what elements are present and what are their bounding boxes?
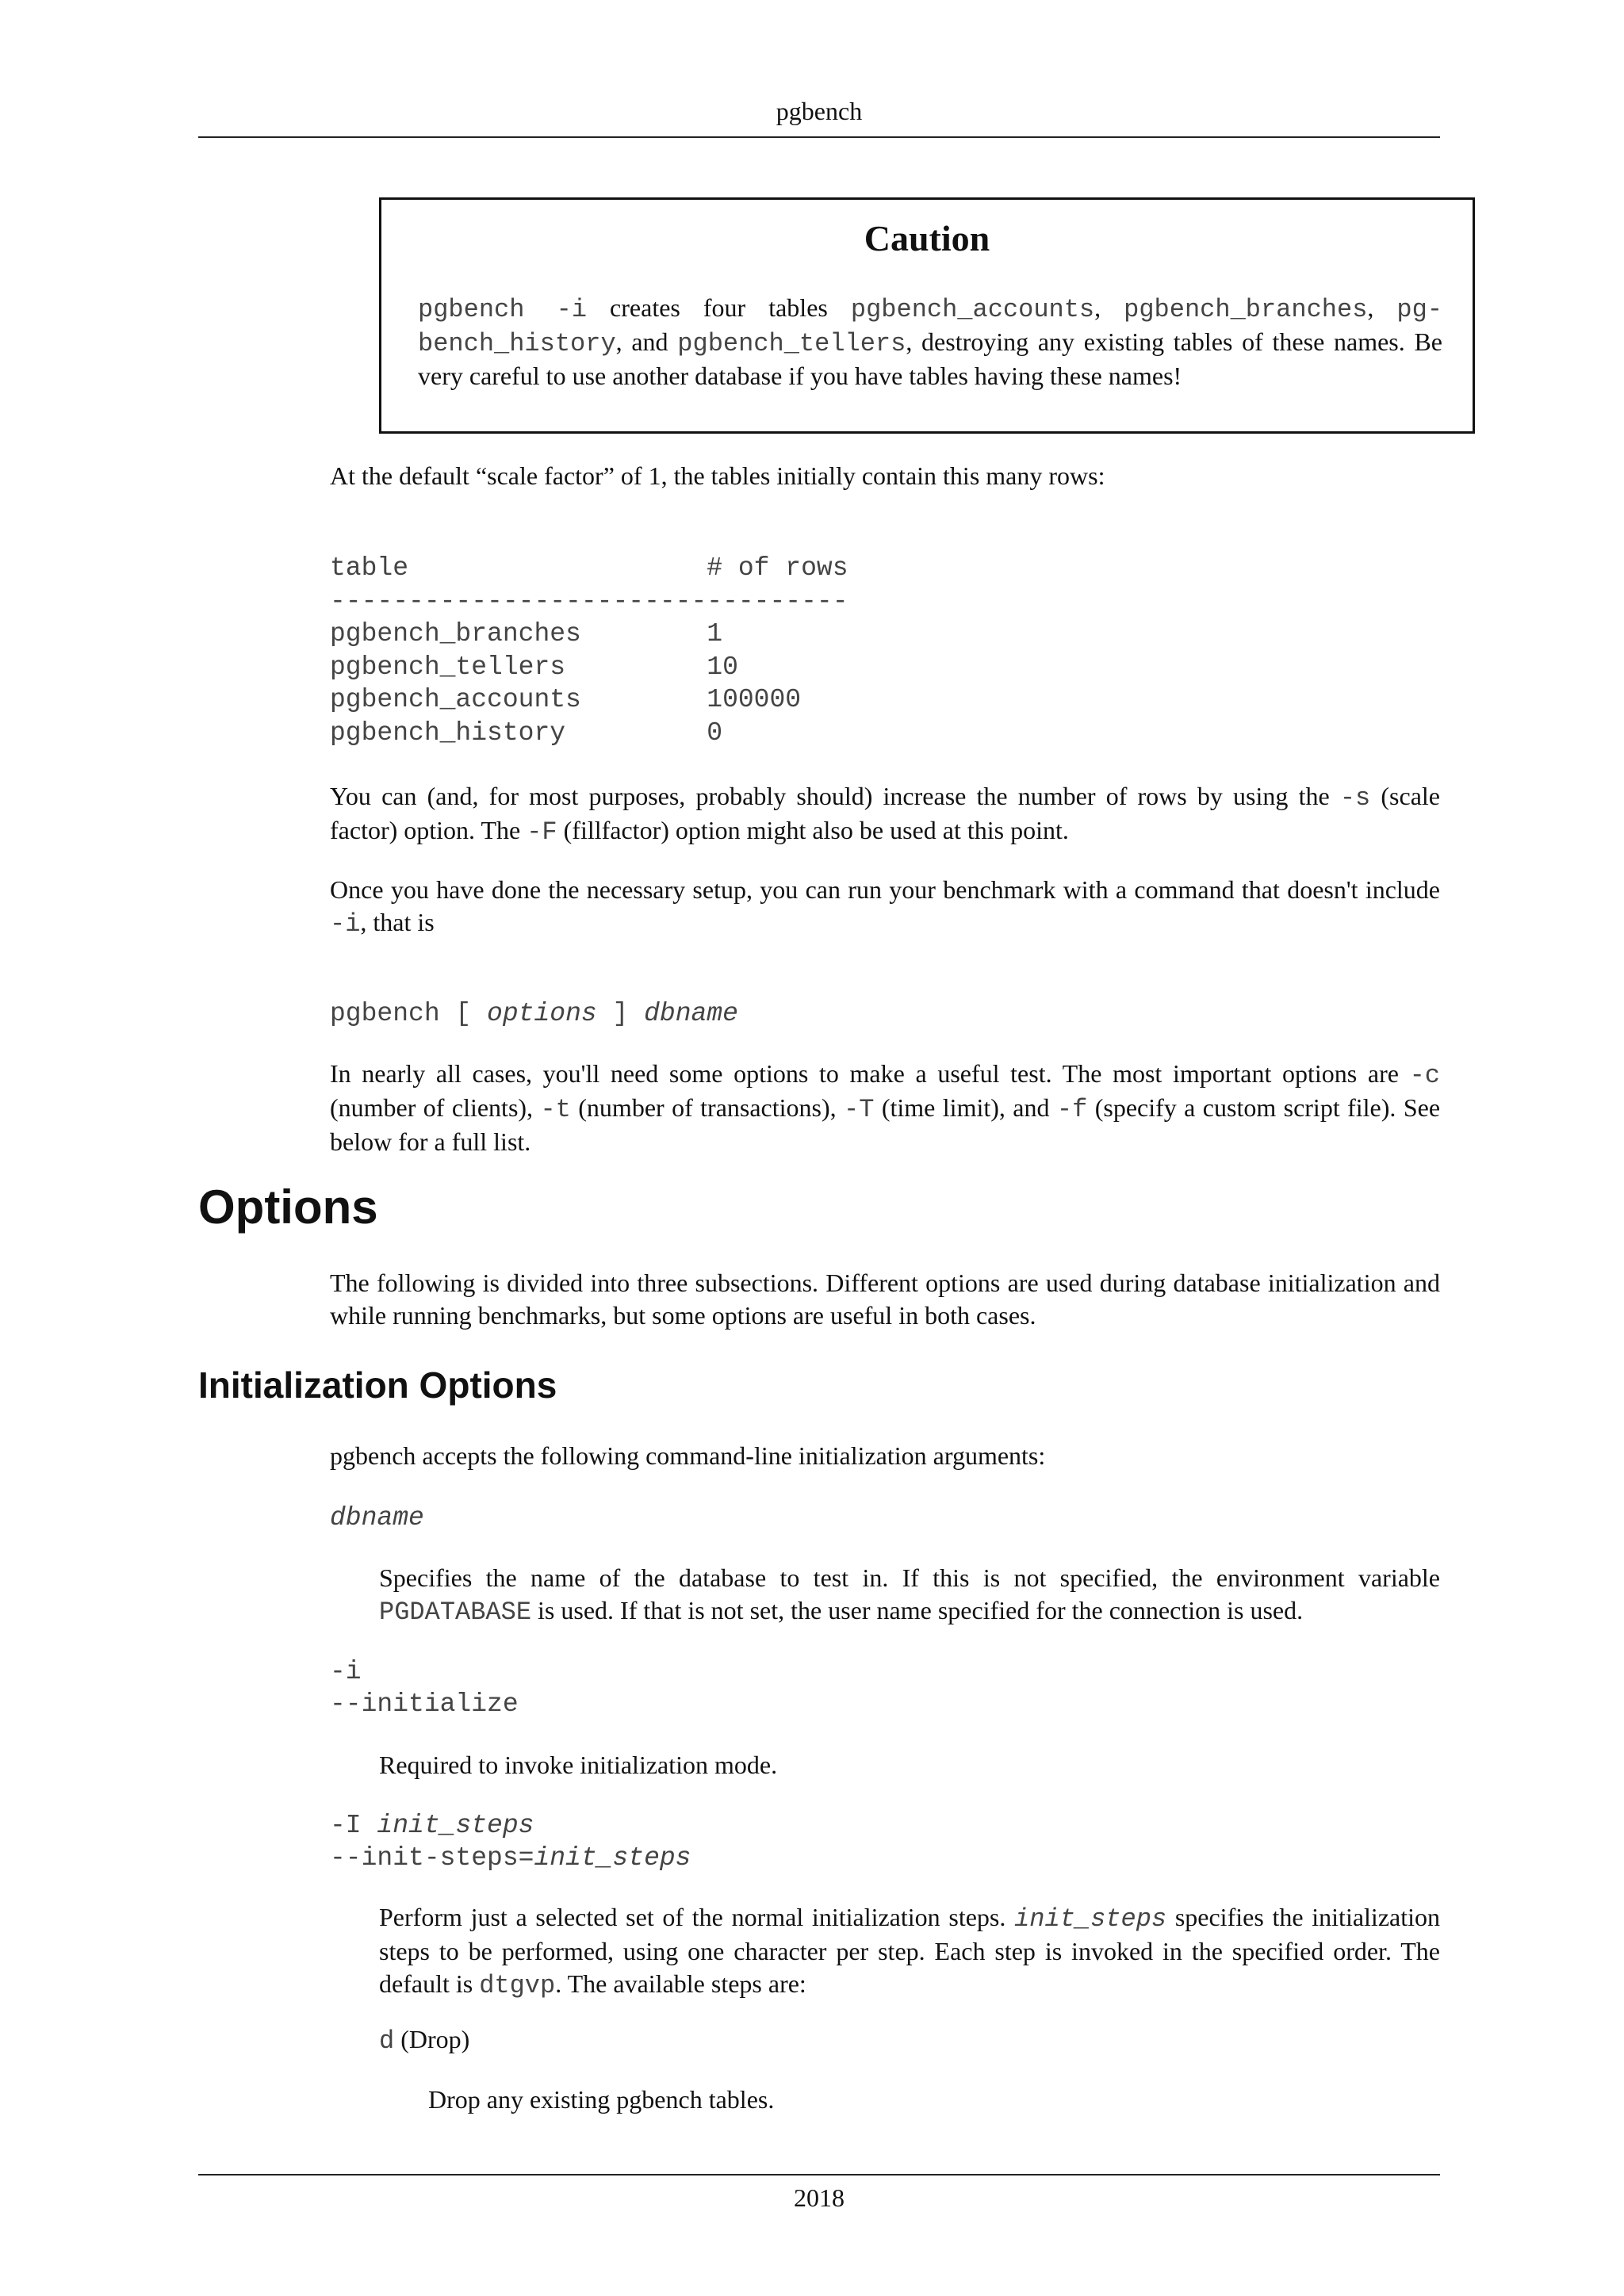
options-heading: Options (198, 1181, 378, 1234)
header-rule (198, 136, 1440, 138)
rows-table: table # of rows --------------------------------- pgbench_branches 1 pgbench_tellers 10 pgbench_accounts 100000 pgbench_history 0 (330, 553, 848, 748)
setup-paragraph: Once you have done the necessary setup, you can run your benchmark with a command that doesn't include -i, that is (330, 875, 1440, 939)
init-steps-term-short: -I init_steps (330, 1811, 534, 1840)
command-synopsis: pgbench [ options ] dbname (330, 999, 738, 1028)
page-header: pgbench (776, 97, 863, 125)
caution-box (379, 197, 1475, 434)
default-scale-paragraph: At the default “scale factor” of 1, the tables initially contain this many rows: (330, 461, 1105, 490)
init-steps-description: Perform just a selected set of the normal initialization steps. init_steps specifies the initialization steps to be performed, using one character per step. Each step is invoked in the specified order. The default is dtgvp. The available steps are: (379, 1903, 1441, 2000)
initialize-description: Required to invoke initialization mode. (379, 1751, 778, 1779)
page-number: 2018 (794, 2183, 845, 2212)
dbname-term: dbname (330, 1503, 424, 1533)
options-description: The following is divided into three subsections. Different options are used during database initialization and while running benchmarks, but some options are useful in both cases. (330, 1269, 1440, 1330)
initialize-term-long: --initialize (330, 1689, 519, 1719)
footer-rule (198, 2174, 1440, 2175)
drop-step-description: Drop any existing pgbench tables. (428, 2085, 775, 2114)
initialization-options-heading: Initialization Options (198, 1364, 557, 1406)
scale-paragraph: You can (and, for most purposes, probably should) increase the number of rows by using the -s (scale factor) option. The -F (fillfactor) option might also be used at this point. (330, 782, 1441, 847)
init-intro-paragraph: pgbench accepts the following command-line initialization arguments: (330, 1441, 1046, 1470)
dbname-description: Specifies the name of the database to test in. If this is not specified, the environment variable PGDATABASE is used. If that is not set, the user name specified for the connection is used. (379, 1563, 1440, 1627)
init-steps-term-long: --init-steps=init_steps (330, 1843, 691, 1873)
caution-text: pgbench -i creates four tables pgbench_accounts, pgbench_branches, pgbench_history, and pgbench_tellers, destroying any existing tables of these names. Be very careful to use another database if you have tables having these names! (418, 293, 1443, 390)
caution-title: Caution (864, 218, 990, 258)
drop-step-term: d (Drop) (379, 2025, 470, 2056)
initialize-term-short: -i (330, 1657, 362, 1686)
options-intro-paragraph: In nearly all cases, you'll need some options to make a useful test. The most important options are -c (number of clients), -t (number of transactions), -T (time limit), and -f (specify a custom script file). See below for a full list. (330, 1059, 1441, 1156)
